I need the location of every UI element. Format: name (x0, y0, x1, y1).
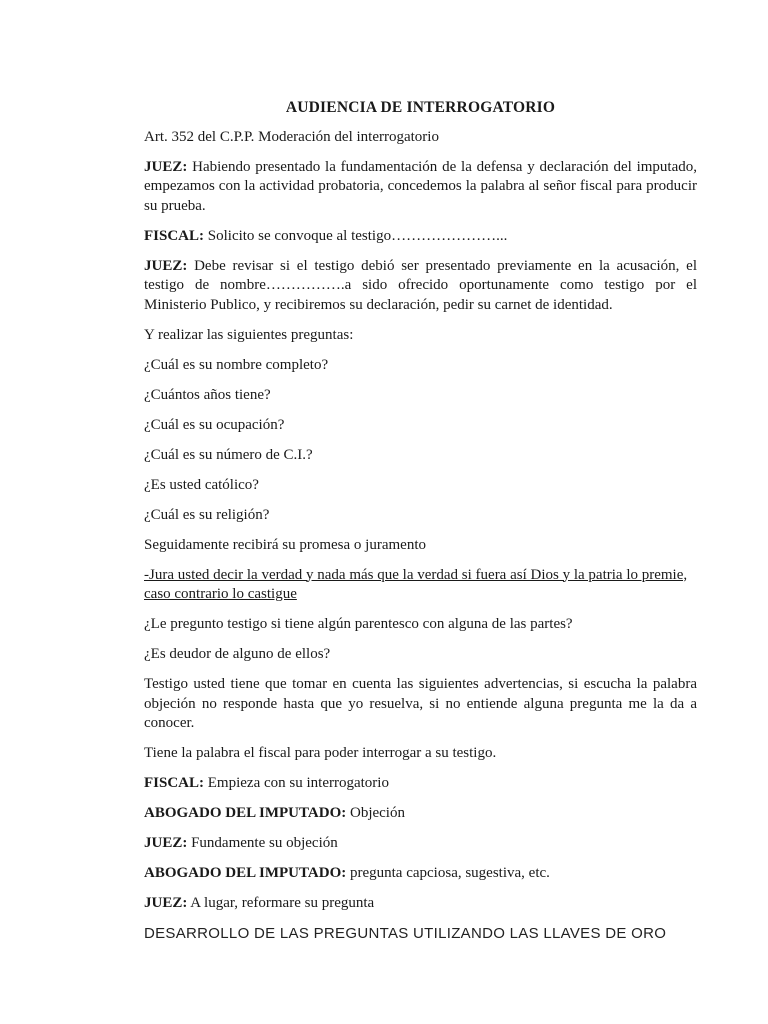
dialogue-text: Empieza con su interrogatorio (204, 775, 389, 791)
dialogue-line (144, 894, 697, 914)
question-item: ¿Cuál es su número de C.I.? (144, 446, 313, 463)
question-item: ¿Cuál es su ocupación? (144, 416, 285, 433)
dialogue-text: Objeción (346, 805, 405, 821)
paragraph-text: Debe revisar si el testigo debió ser presentado previamente en la acusación, el testigo de nombre…………….a sido ofrecido oportunamente como testigo por el Ministerio Publico, y recibiremos su declaración, pedir su carnet de identidad. (144, 257, 697, 313)
speaker-label: ABOGADO DEL IMPUTADO: (144, 865, 347, 881)
paragraph-text: Solicito se convoque al testigo…………………... (204, 227, 508, 244)
paragraph-judge-review (144, 257, 697, 316)
article-reference: Art. 352 del C.P.P. Moderación del interrogatorio (144, 128, 439, 145)
speaker-label: JUEZ: (144, 257, 188, 274)
speaker-label: FISCAL: (144, 227, 205, 244)
paragraph-text: Habiendo presentado la fundamentación de la defensa y declaración del imputado, empezamos con la actividad probatoria, concedemos la palabra al señor fiscal para producir su prueba. (144, 158, 697, 214)
speaker-label: FISCAL: (144, 775, 205, 791)
closing-heading: DESARROLLO DE LAS PREGUNTAS UTILIZANDO LAS LLAVES DE ORO (144, 925, 667, 942)
question-item: ¿Cuál es su religión? (144, 506, 270, 523)
dialogue-line (144, 834, 697, 854)
question-item: ¿Es usted católico? (144, 476, 259, 493)
document-body (144, 98, 697, 954)
dialogue-text: Fundamente su objeción (187, 835, 338, 851)
oath-text: -Jura usted decir la verdad y nada más que la verdad si fuera así Dios y la patria lo premie, caso contrario lo castigue (144, 566, 688, 602)
dialogue-line (144, 804, 697, 824)
followup-question: ¿Es deudor de alguno de ellos? (144, 646, 331, 662)
promise-intro: Seguidamente recibirá su promesa o juramento (144, 536, 426, 553)
floor-statement: Tiene la palabra el fiscal para poder interrogar a su testigo. (144, 745, 497, 761)
questions-intro: Y realizar las siguientes preguntas: (144, 326, 354, 343)
paragraph-judge-opening (144, 158, 697, 217)
dialogue-line (144, 774, 697, 794)
speaker-label: JUEZ: (144, 895, 188, 911)
dialogue-line (144, 864, 697, 884)
paragraph-fiscal-request (144, 227, 697, 247)
page-title: AUDIENCIA DE INTERROGATORIO (285, 99, 556, 116)
dialogue-text: pregunta capciosa, sugestiva, etc. (346, 865, 550, 881)
speaker-label: JUEZ: (144, 835, 188, 851)
question-item: ¿Cuál es su nombre completo? (144, 356, 329, 373)
warning-paragraph: Testigo usted tiene que tomar en cuenta las siguientes advertencias, si escucha la palabra objeción no responde hasta que yo resuelva, si no entiende alguna pregunta me la da a conocer. (144, 676, 697, 731)
speaker-label: JUEZ: (144, 158, 188, 175)
followup-question: ¿Le pregunto testigo si tiene algún parentesco con alguna de las partes? (144, 616, 573, 632)
speaker-label: ABOGADO DEL IMPUTADO: (144, 805, 347, 821)
question-item: ¿Cuántos años tiene? (144, 386, 271, 403)
dialogue-text: A lugar, reformare su pregunta (187, 895, 375, 911)
